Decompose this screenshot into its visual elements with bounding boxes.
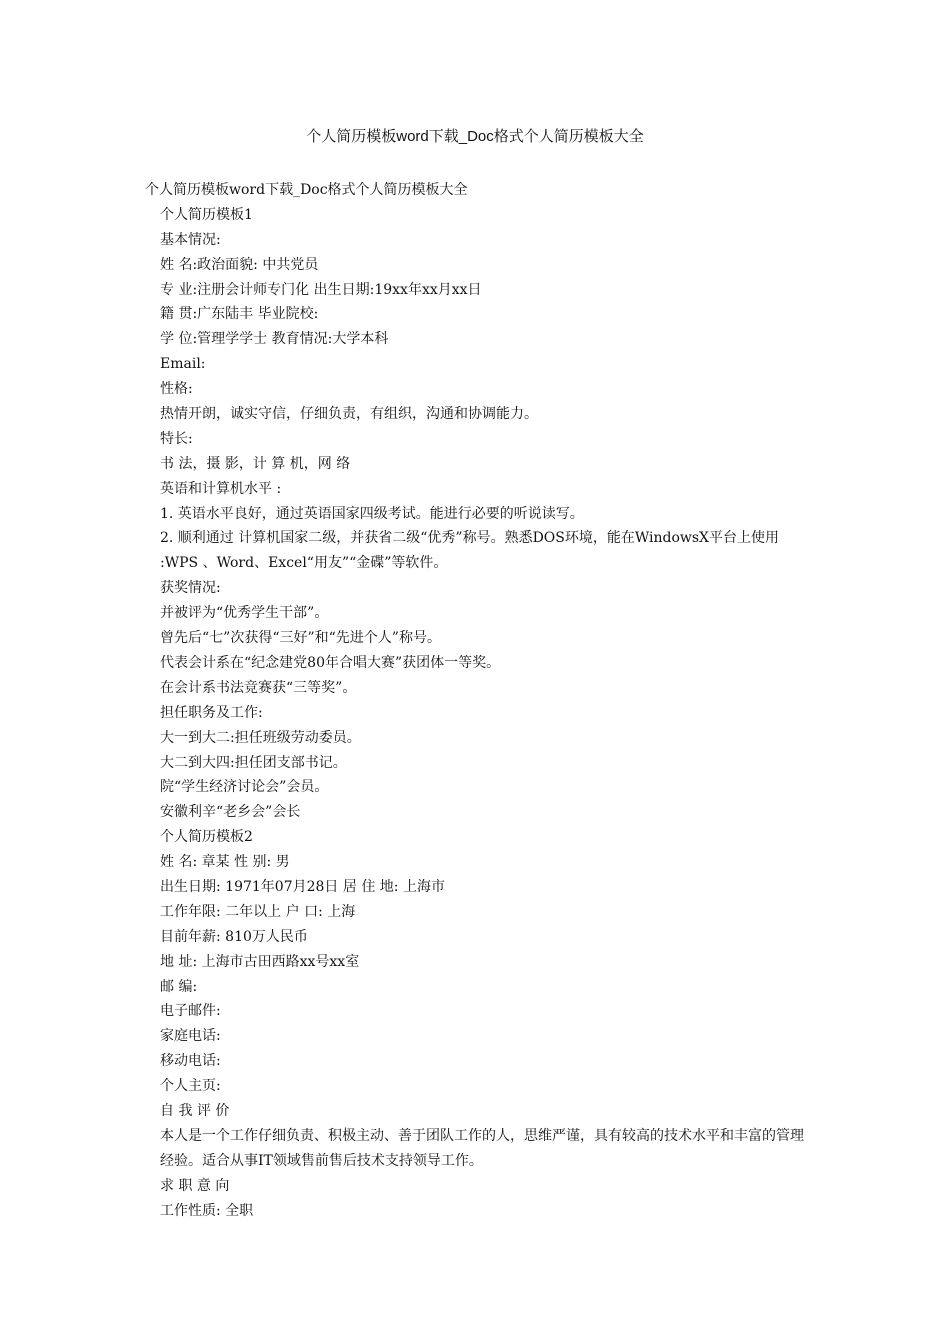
text-line: 学 位:管理学学士 教育情况:大学本科 [160,331,389,348]
text-line: 书 法，摄 影，计 算 机，网 络 [160,455,351,472]
text-line: Email: [160,356,206,373]
text-line: 2. 顺利通过 计算机国家二级，并获省二级“优秀”称号。熟悉DOS环境，能在WindowsX平台上使用 :WPS 、Word、Excel“用友”“金碟”等软件。 [160,530,780,572]
text-line: 曾先后“七”次获得“三好”和“先进个人”称号。 [160,630,441,647]
text-line: 获奖情况: [160,580,221,597]
text-line: 目前年薪: 810万人民币 [160,928,308,945]
text-line: 个人简历模板2 [160,829,253,846]
text-line: 个人主页: [160,1078,221,1095]
text-line: 大一到大二:担任班级劳动委员。 [160,729,361,746]
text-line: 基本情况: [160,231,221,248]
text-line: 求 职 意 向 [160,1177,230,1194]
text-line: 特长: [160,430,193,447]
text-line: 性格: [160,381,193,398]
document-body [145,178,805,1223]
text-line: 担任职务及工作: [160,704,263,721]
text-line: 并被评为“优秀学生干部”。 [160,605,329,622]
text-line: 代表会计系在“纪念建党80年合唱大赛”获团体一等奖。 [160,654,501,671]
text-line: 移动电话: [160,1053,221,1070]
text-line: 热情开朗，诚实守信，仔细负责，有组织，沟通和协调能力。 [160,406,538,423]
text-line: 家庭电话: [160,1028,221,1045]
text-line: 英语和计算机水平 : [160,480,282,497]
text-line: 邮 编: [160,978,198,995]
text-line: 姓 名:政治面貌: 中共党员 [160,256,319,273]
text-line: 个人简历模板word下载_Doc格式个人简历模板大全 [145,182,468,198]
text-line: 在会计系书法竞赛获“三等奖”。 [160,679,357,696]
text-line: 本人是一个工作仔细负责、积极主动、善于团队工作的人，思维严谨，具有较高的技术水平和丰富的管理经验。适合从事IT领域售前售后技术支持领导工作。 [160,1127,804,1169]
document-title: 个人简历模板word下载_Doc格式个人简历模板大全 [306,128,644,145]
text-line: 地 址: 上海市古田西路xx号xx室 [160,953,360,970]
text-line: 安徽利辛“老乡会”会长 [160,804,301,821]
text-line: 出生日期: 1971年07月28日 居 住 地: 上海市 [160,878,445,895]
text-line: 自 我 评 价 [160,1102,230,1119]
text-line: 籍 贯:广东陆丰 毕业院校: [160,306,319,323]
text-line: 1. 英语水平良好，通过英语国家四级考试。能进行必要的听说读写。 [160,505,584,522]
text-line: 工作性质: 全职 [160,1202,254,1219]
text-line: 专 业:注册会计师专门化 出生日期:19xx年xx月xx日 [160,281,482,298]
text-line: 大二到大四:担任团支部书记。 [160,754,347,771]
text-line: 姓 名: 章某 性 别: 男 [160,854,290,871]
text-line: 工作年限: 二年以上 户 口: 上海 [160,903,356,920]
text-line: 电子邮件: [160,1003,221,1020]
text-line: 院“学生经济讨论会”会员。 [160,779,329,796]
text-line: 个人简历模板1 [160,206,253,223]
